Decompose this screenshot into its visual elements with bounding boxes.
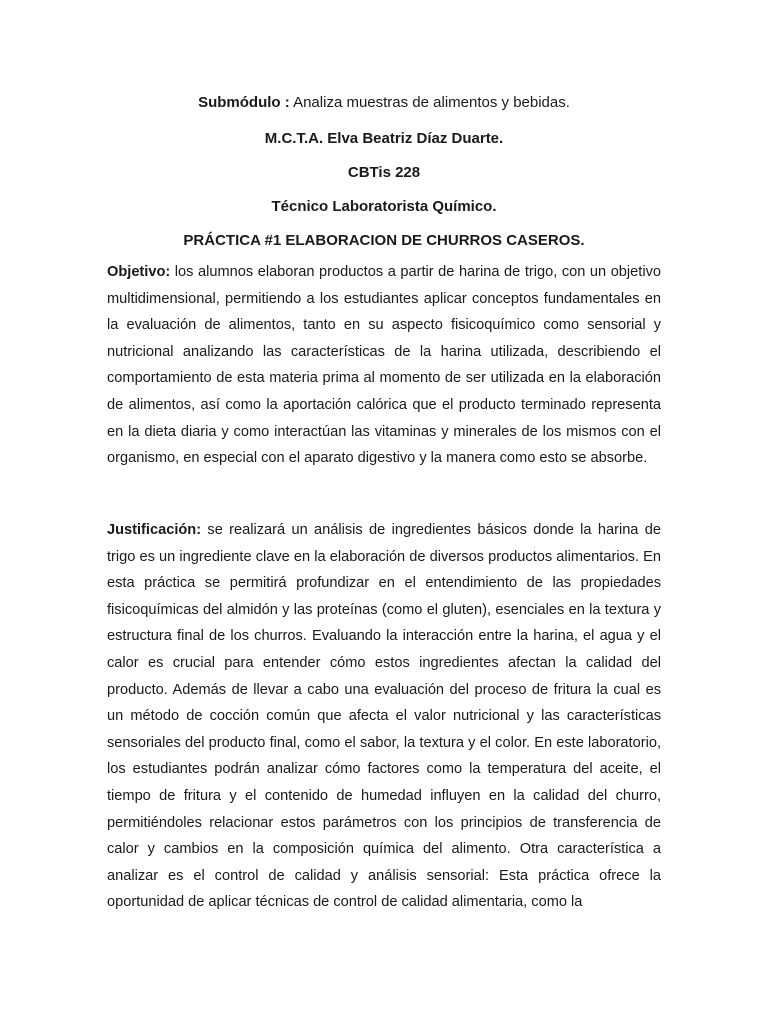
justification-label: Justificación: <box>107 522 202 538</box>
justification-paragraph <box>107 517 661 1017</box>
submodule-line <box>0 93 768 113</box>
career-name: Técnico Laboratorista Químico. <box>271 198 497 215</box>
submodule-text: Analiza muestras de alimentos y bebidas. <box>289 94 570 111</box>
justification-text: se realizará un análisis de ingredientes básicos donde la harina de trigo es un ingrediente clave en la elaboración de diversos productos alimentarios. En esta práctica se permitirá profundizar en el entendimiento de las propiedades fisicoquímicas del almidón y las proteínas (como el gluten), esenciales en la textura y estructura final de los churros. Evaluando la interacción entre la harina, el agua y el calor es crucial para entender cómo estos ingredientes afectan la calidad del producto. Además de llevar a cabo una evaluación del proceso de fritura la cual es un método de cocción común que afecta el valor nutricional y las características sensoriales del producto final, como el sabor, la textura y el color. En este laboratorio, los estudiantes podrán analizar cómo factores como la temperatura del aceite, el tiempo de fritura y el contenido de humedad influyen en la calidad del churro, permitiéndoles relacionar estos parámetros con los principios de transferencia de calor y cambios en la composición química del alimento. Otra característica a analizar es el control de calidad y análisis sensorial: Esta práctica ofrece la oportunidad de aplicar técnicas de control de calidad alimentaria, como la <box>107 522 661 911</box>
objective-text: los alumnos elaboran productos a partir de harina de trigo, con un objetivo multidimensional, permitiendo a los estudiantes aplicar conceptos fundamentales en la evaluación de alimentos, tanto en su aspecto fisicoquímico como sensorial y nutricional analizando las características de la harina utilizada, describiendo el comportamiento de esta materia prima al momento de ser utilizada en la elaboración de alimentos, así como la aportación calórica que el producto terminado representa en la dieta diaria y como interactúan las vitaminas y minerales de los mismos con el organismo, en especial con el aparato digestivo y la manera como esto se absorbe. <box>107 264 661 467</box>
school-name: CBTis 228 <box>347 164 421 181</box>
objective-label: Objetivo: <box>107 264 171 280</box>
author-name: M.C.T.A. Elva Beatriz Díaz Duarte. <box>264 130 504 147</box>
submodule-label: Submódulo : <box>198 94 290 111</box>
practice-title: PRÁCTICA #1 ELABORACION DE CHURROS CASEROS. <box>183 232 585 249</box>
objective-paragraph <box>107 259 661 472</box>
